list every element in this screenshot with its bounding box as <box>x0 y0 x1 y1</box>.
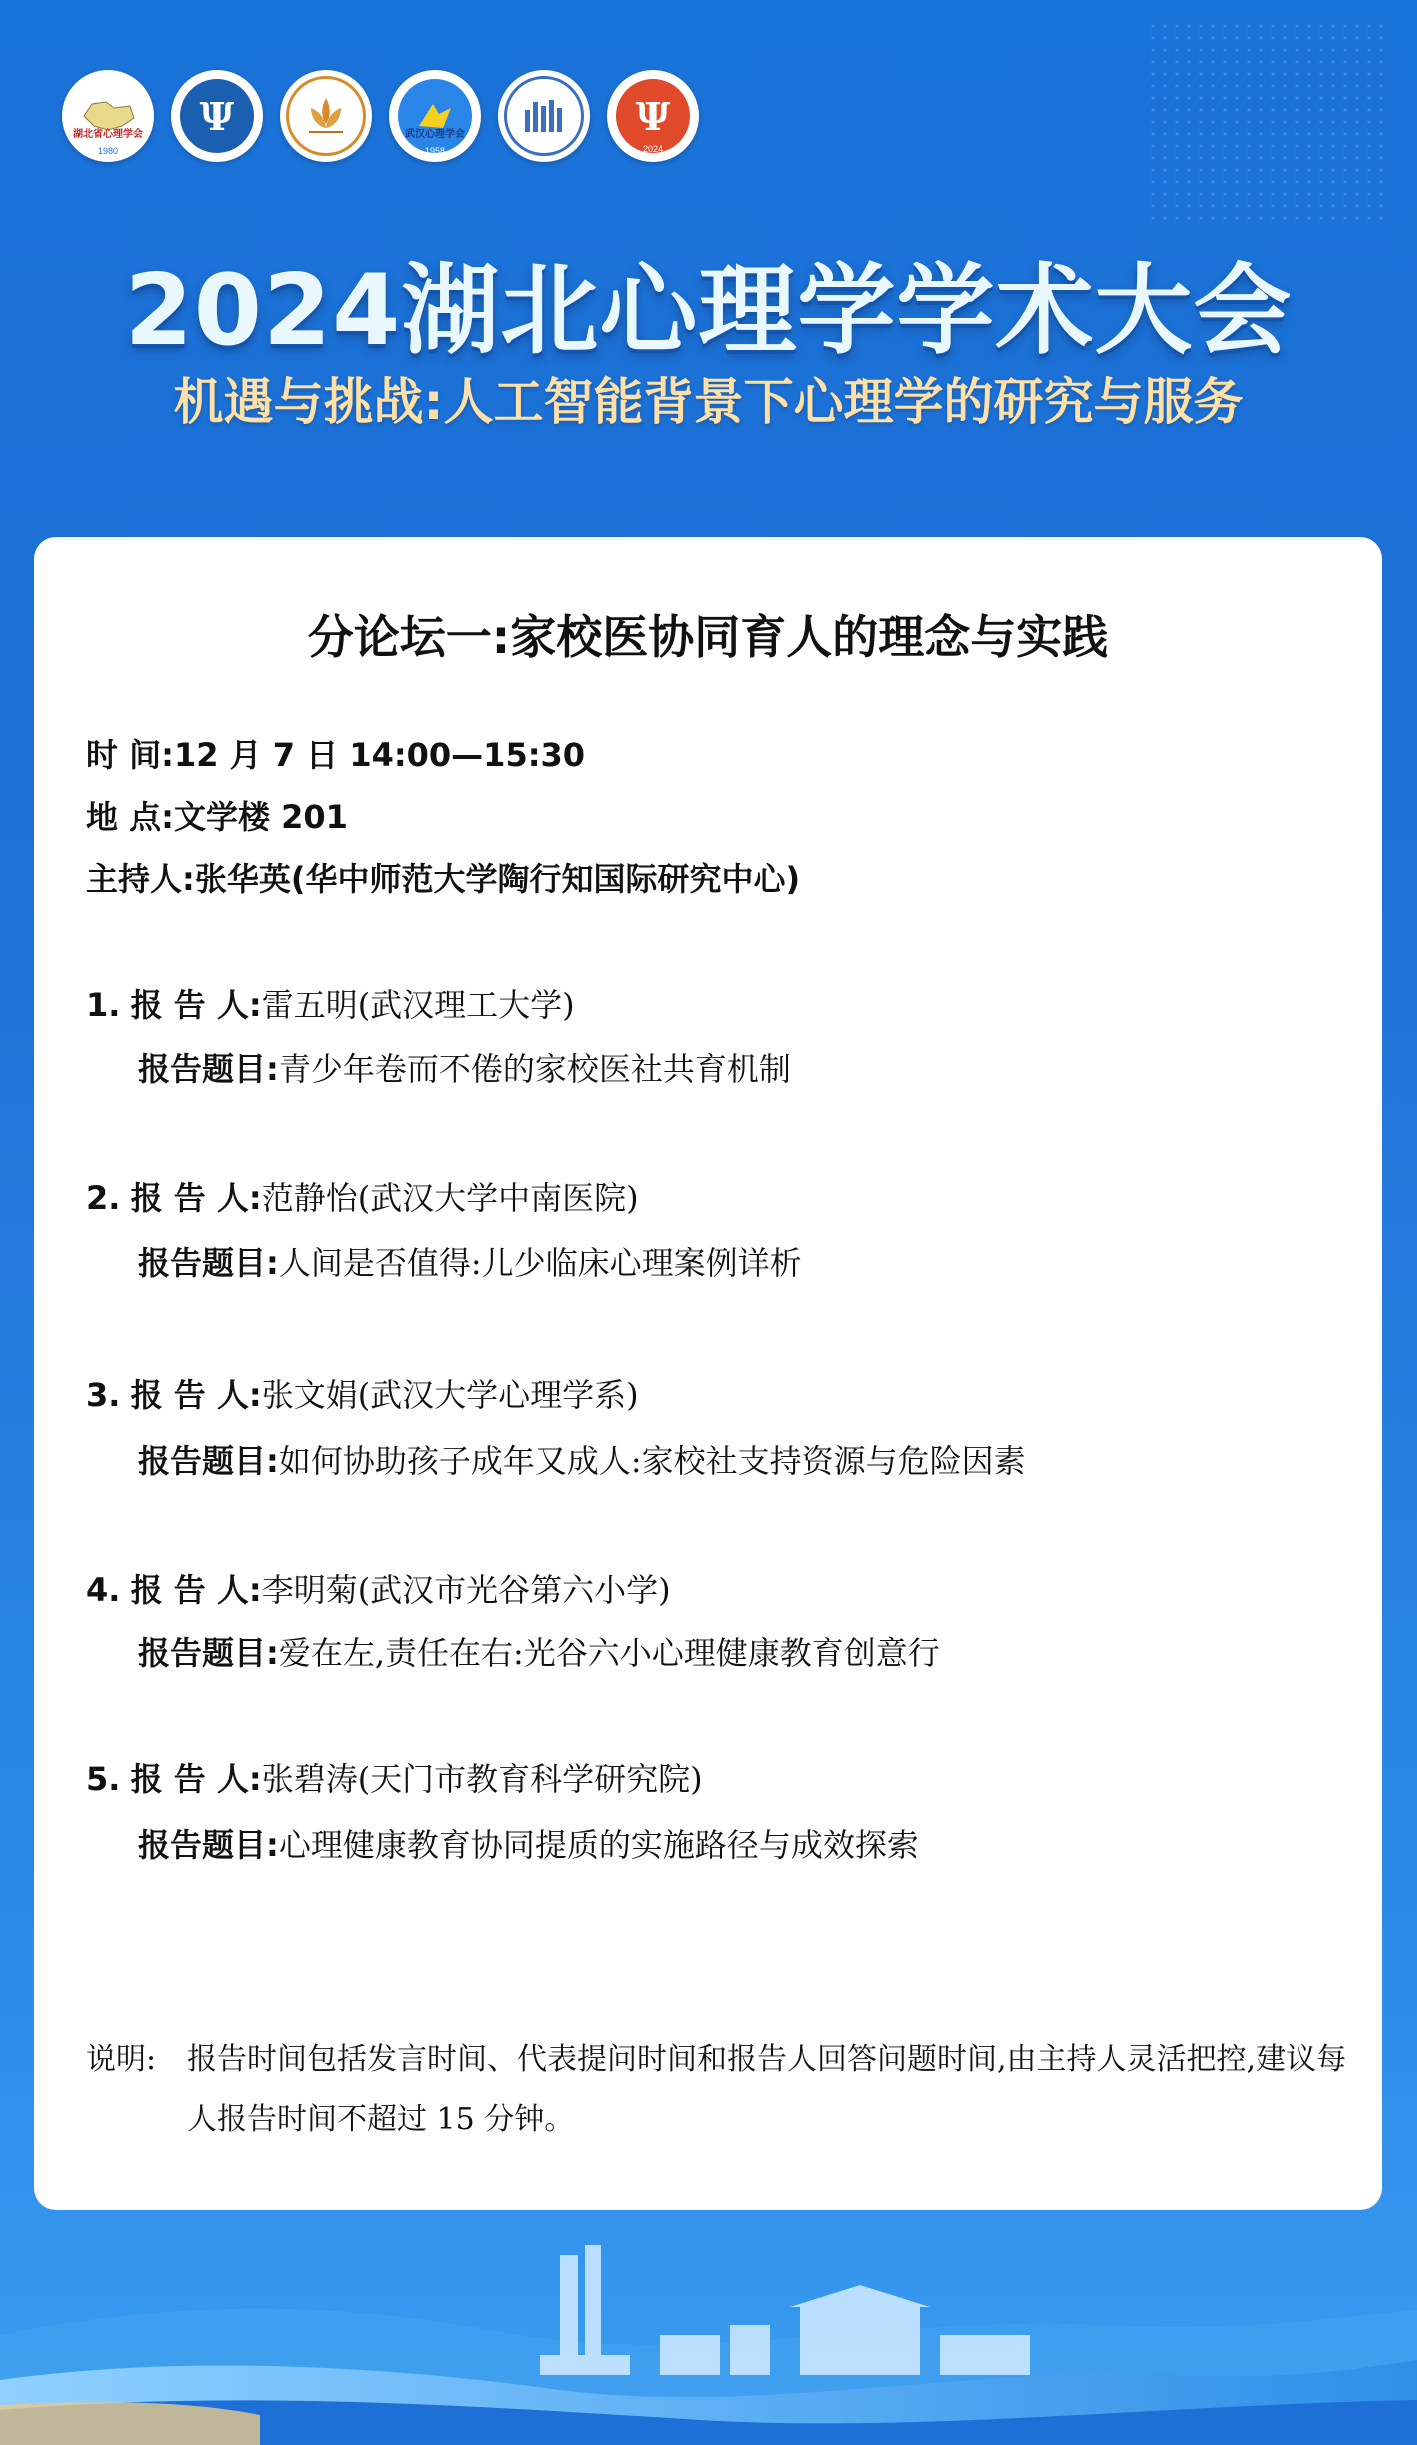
topic-text: 心理健康教育协同提质的实施路径与成效探索 <box>278 1826 919 1864</box>
logo-year: 1958 <box>424 146 446 156</box>
speaker-label: 报 告 人: <box>130 1376 262 1414</box>
conference-subtitle: 机遇与挑战:人工智能背景下心理学的研究与服务 <box>173 373 1244 431</box>
place-value: 文学楼 201 <box>173 798 348 836</box>
speaker-name: 张碧涛(天门市教育科学研究院) <box>261 1760 703 1798</box>
report-number: 3. <box>86 1376 121 1414</box>
notes-text: 报告时间包括发言时间、代表提问时间和报告人回答问题时间,由主持人灵活把控,建议每人报告时间不超过 15 分钟。 <box>187 2042 1347 2137</box>
topic-label: 报告题目: <box>138 1244 279 1282</box>
report-topic-line <box>138 1044 791 1090</box>
forum-place <box>86 792 348 838</box>
notes <box>86 2030 1356 2150</box>
logo-year: 2024 <box>642 144 664 154</box>
notes-label: 说明: <box>86 2042 157 2077</box>
report-speaker-line <box>86 1754 703 1800</box>
report-number: 1. <box>86 986 121 1024</box>
report-topic-line <box>138 1436 1026 1482</box>
report-speaker-line <box>86 1173 639 1219</box>
logo-label: 武汉心理学会 <box>405 129 465 140</box>
logo-mental-health-association <box>280 70 372 162</box>
report-speaker-line <box>86 1565 671 1611</box>
topic-label: 报告题目: <box>138 1442 279 1480</box>
time-label: 时 间: <box>86 736 174 774</box>
psi-icon: Ψ <box>180 79 254 153</box>
conference-title: 2024湖北心理学学术大会 <box>124 254 1293 368</box>
topic-text: 爱在左,责任在右:光谷六小心理健康教育创意行 <box>278 1634 940 1672</box>
topic-text: 青少年卷而不倦的家校医社共育机制 <box>278 1050 791 1088</box>
topic-text: 如何协助孩子成年又成人:家校社支持资源与危险因素 <box>278 1442 1026 1480</box>
report-topic-line <box>138 1820 919 1866</box>
logo-year: 1980 <box>97 146 119 156</box>
time-value: 12 月 7 日 14:00—15:30 <box>173 736 586 774</box>
report-topic-line <box>138 1628 940 1674</box>
speaker-name: 李明菊(武汉市光谷第六小学) <box>261 1571 671 1609</box>
map-icon <box>71 79 145 153</box>
speaker-name: 张文娟(武汉大学心理学系) <box>261 1376 639 1414</box>
report-speaker-line <box>86 1370 639 1416</box>
logo-university <box>498 70 590 162</box>
bird-icon <box>398 79 472 153</box>
place-label: 地 点: <box>86 798 174 836</box>
topic-label: 报告题目: <box>138 1634 279 1672</box>
logo-conference-2024 <box>607 70 699 162</box>
topic-label: 报告题目: <box>138 1050 279 1088</box>
report-number: 5. <box>86 1760 121 1798</box>
lotus-icon <box>286 76 366 156</box>
report-speaker-line <box>86 980 575 1026</box>
speaker-name: 雷五明(武汉理工大学) <box>261 986 575 1024</box>
speaker-label: 报 告 人: <box>130 986 262 1024</box>
bars-icon <box>504 76 584 156</box>
logo-hubei-psychological-society <box>62 70 154 162</box>
forum-title: 分论坛一:家校医协同育人的理念与实践 <box>307 610 1109 664</box>
report-number: 4. <box>86 1571 121 1609</box>
host-value: 张华英(华中师范大学陶行知国际研究中心) <box>194 860 801 898</box>
forum-host <box>86 854 800 900</box>
topic-text: 人间是否值得:儿少临床心理案例详析 <box>278 1244 802 1282</box>
speaker-label: 报 告 人: <box>130 1760 262 1798</box>
speaker-name: 范静怡(武汉大学中南医院) <box>261 1179 639 1217</box>
report-number: 2. <box>86 1179 121 1217</box>
host-label: 主持人: <box>86 860 195 898</box>
logo-wuhan-psychological-society <box>389 70 481 162</box>
topic-label: 报告题目: <box>138 1826 279 1864</box>
forum-time <box>86 730 585 776</box>
logo-label: 湖北省心理学会 <box>73 129 143 140</box>
logo-social-psychology-society <box>171 70 263 162</box>
city-skyline-decoration <box>0 2215 1417 2445</box>
logo-row <box>62 70 699 162</box>
speaker-label: 报 告 人: <box>130 1571 262 1609</box>
speaker-label: 报 告 人: <box>130 1179 262 1217</box>
report-topic-line <box>138 1238 802 1284</box>
forum-card <box>34 537 1382 2210</box>
psi-icon: Ψ <box>616 79 690 153</box>
decorative-dots <box>1147 20 1387 220</box>
